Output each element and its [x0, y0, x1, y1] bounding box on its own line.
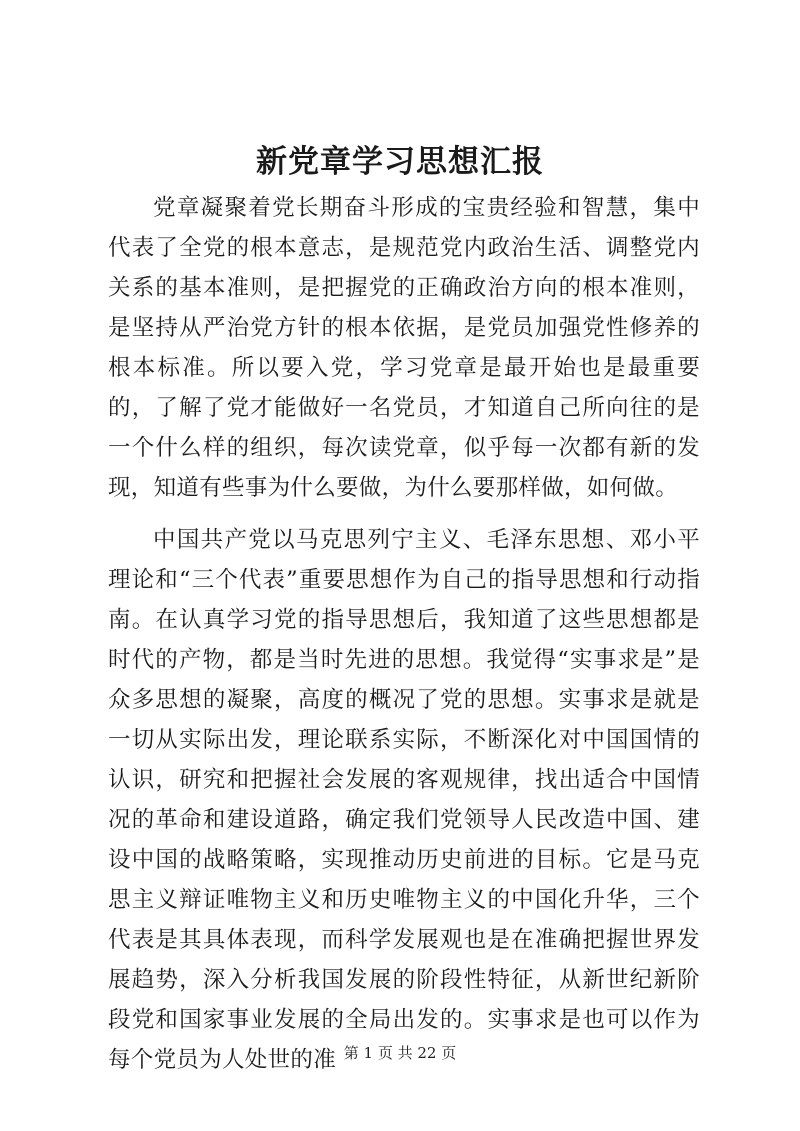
page-number-footer: 第 1 页 共 22 页: [343, 1044, 457, 1062]
paragraph: 中国共产党以马克思列宁主义、毛泽东思想、邓小平理论和“三个代表”重要思想作为自己的指导思想和行动指南。在认真学习党的指导思想后，我知道了这些思想都是时代的产物，都是当时先进的思想。我觉得“实事求是”是众多思想的凝聚，高度的概况了党的思想。实事求是就是一切从实际出发，理论联系实际，不断深化对中国国情的认识，研究和把握社会发展的客观规律，找出适合中国情况的革命和建设道路，确定我们党领导人民改造中国、建设中国的战略策略，实现推动历史前进的目标。它是马克思主义辩证唯物主义和历史唯物主义的中国化升华，三个代表是其具体表现，而科学发展观也是在准确把握世界发展趋势，深入分析我国发展的阶段性特征，从新世纪新阶段党和国家事业发展的全局出发的。实事求是也可以作为每个党员为人处世的准: [108, 527, 700, 1073]
document-title: 新党章学习思想汇报: [256, 144, 544, 180]
paragraph: 党章凝聚着党长期奋斗形成的宝贵经验和智慧，集中代表了全党的根本意志，是规范党内政治生活、调整党内关系的基本准则，是把握党的正确政治方向的根本准则，是坚持从严治党方针的根本依据，是党员加强党性修养的根本标准。所以要入党，学习党章是最开始也是最重要的，了解了党才能做好一名党员，才知道自己所向往的是一个什么样的组织，每次读党章，似乎每一次都有新的发现，知道有些事为什么要做，为什么要那样做，如何做。: [108, 195, 700, 501]
document-body: [108, 188, 700, 1092]
